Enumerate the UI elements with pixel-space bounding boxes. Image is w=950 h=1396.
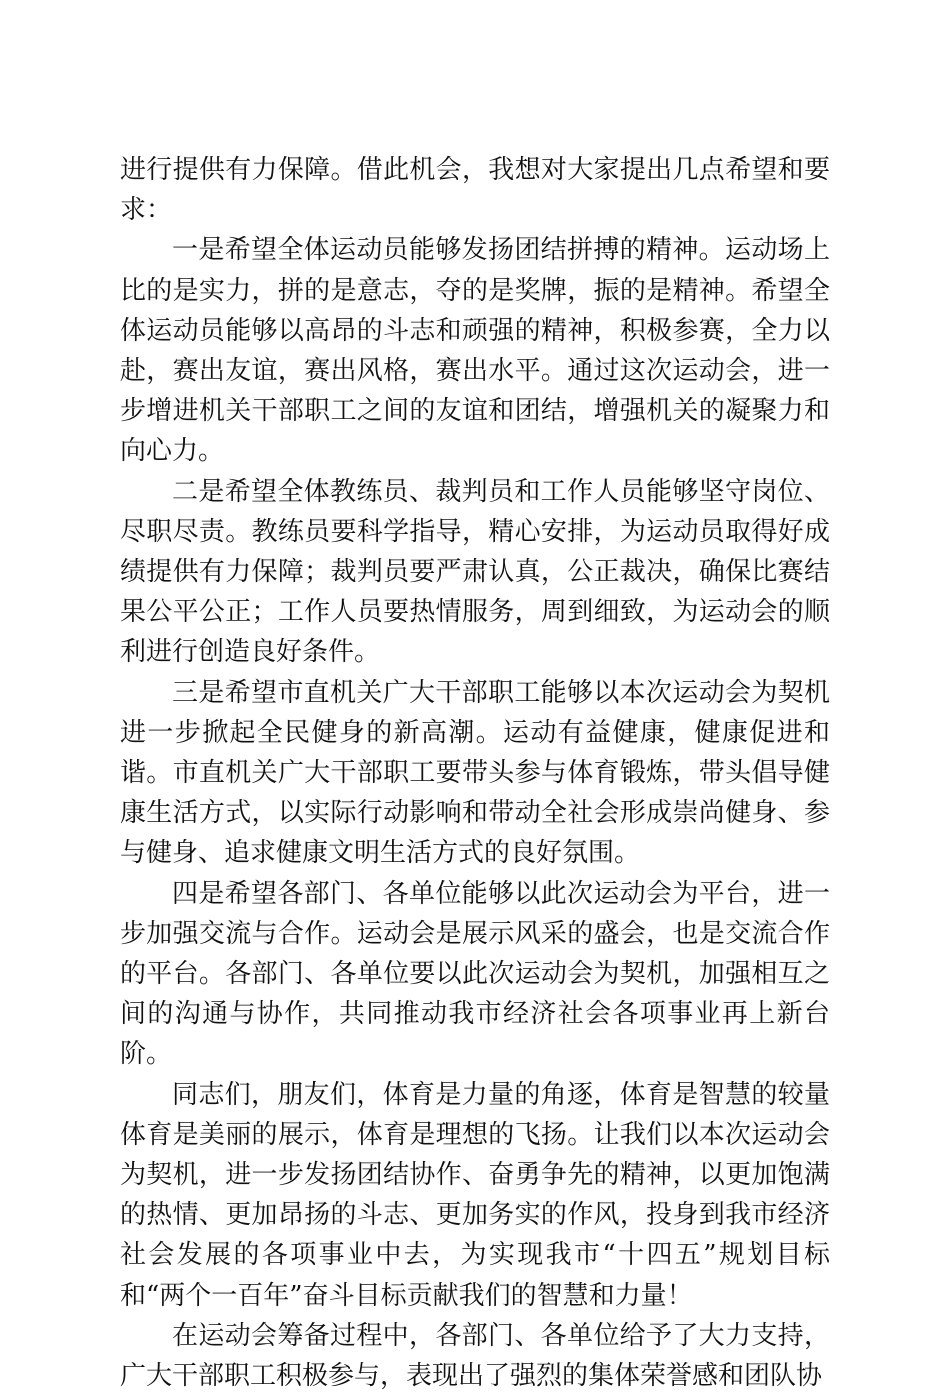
paragraph-intro: 进行提供有力保障。借此机会，我想对大家提出几点希望和要求： (120, 155, 830, 226)
paragraph-comrades: 同志们，朋友们，体育是力量的角逐，体育是智慧的较量体育是美丽的展示，体育是理想的飞扬。让我们以本次运动会为契机，进一步发扬团结协作、奋勇争先的精神，以更加饱满的热情、更加昂扬的斗志、更加务实的作风，投身到我市经济社会发展的各项事业中去，为实现我市“十四五”规划目标和“两个一百年”奋斗目标贡献我们的智慧和力量！ (120, 1079, 830, 1311)
body-text (120, 150, 830, 1396)
paragraph-athletes: 一是希望全体运动员能够发扬团结拼搏的精神。运动场上比的是实力，拼的是意志，夺的是奖牌，振的是精神。希望全体运动员能够以高昂的斗志和顽强的精神，积极参赛，全力以赴，赛出友谊，赛出风格，赛出水平。通过这次运动会，进一步增进机关干部职工之间的友谊和团结，增强机关的凝聚力和向心力。 (120, 235, 830, 467)
paragraph-preparation: 在运动会筹备过程中，各部门、各单位给予了大力支持，广大干部职工积极参与，表现出了强烈的集体荣誉感和团队协 (120, 1320, 830, 1392)
paragraph-fitness: 三是希望市直机关广大干部职工能够以本次运动会为契机进一步掀起全民健身的新高潮。运动有益健康，健康促进和谐。市直机关广大干部职工要带头参与体育锻炼，带头倡导健康生活方式，以实际行动影响和带动全社会形成崇尚健身、参与健身、追求健康文明生活方式的良好氛围。 (120, 677, 830, 869)
paragraph-cooperation: 四是希望各部门、各单位能够以此次运动会为平台，进一步加强交流与合作。运动会是展示风采的盛会，也是交流合作的平台。各部门、各单位要以此次运动会为契机，加强相互之间的沟通与协作，共同推动我市经济社会各项事业再上新台阶。 (120, 878, 830, 1070)
paragraph-coaches-referees: 二是希望全体教练员、裁判员和工作人员能够坚守岗位、尽职尽责。教练员要科学指导，精心安排，为运动员取得好成绩提供有力保障；裁判员要严肃认真，公正裁决，确保比赛结果公平公正；工作人员要热情服务，周到细致，为运动会的顺利进行创造良好条件。 (120, 476, 830, 668)
